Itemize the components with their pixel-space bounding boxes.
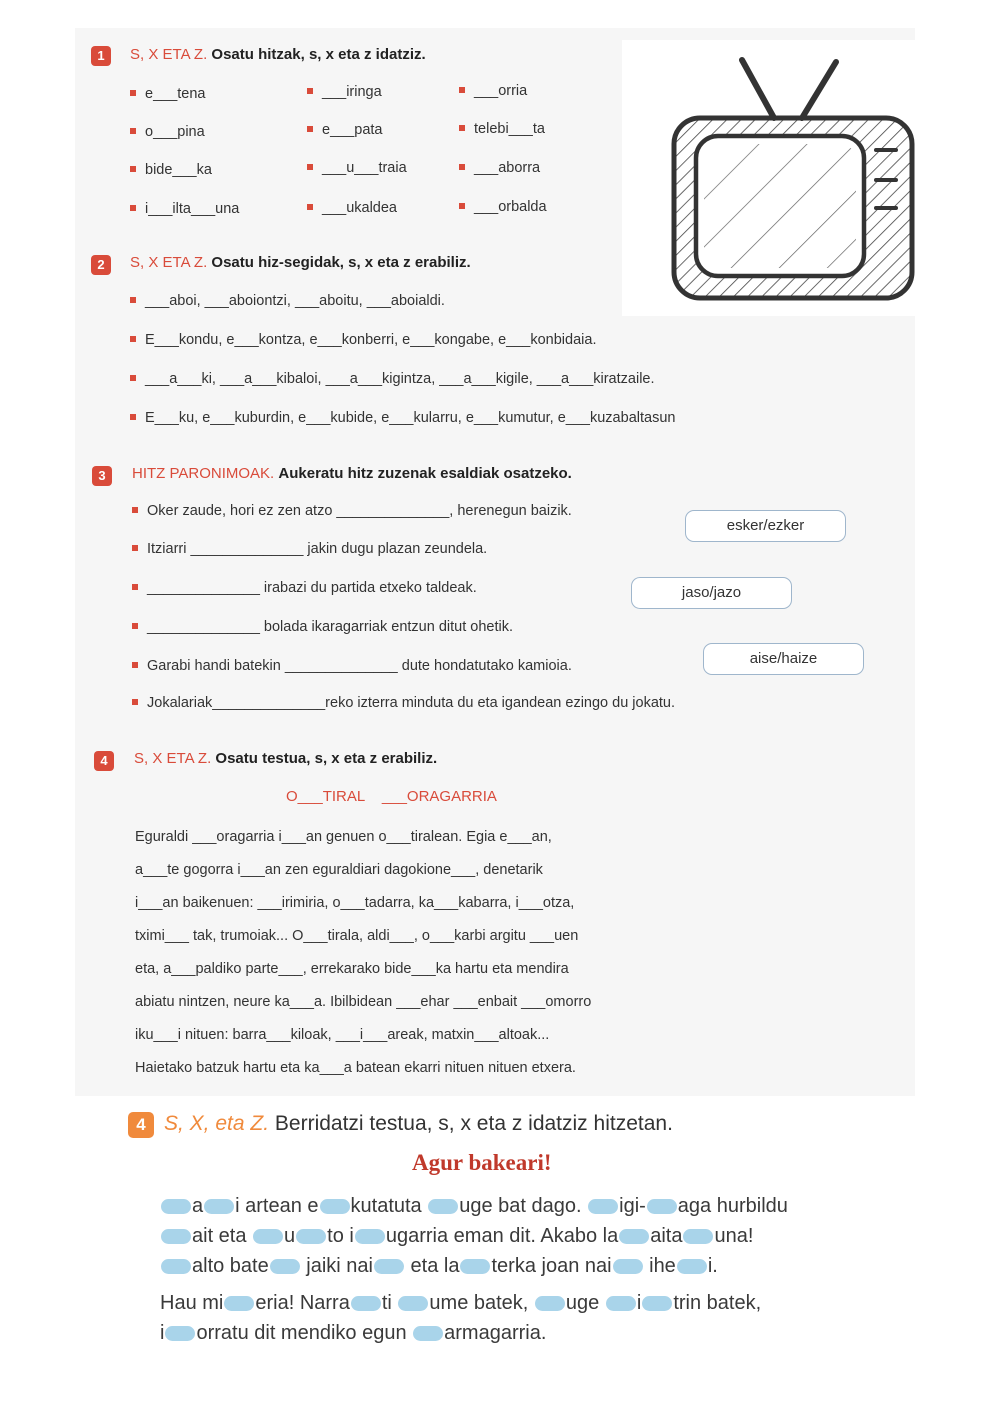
story-heading: Agur bakeari! — [412, 1150, 552, 1175]
section-2-label: S, X ETA Z. — [130, 254, 208, 271]
answer-gap[interactable] — [161, 1199, 191, 1214]
bullet-icon — [132, 584, 138, 590]
s4-paragraph-line: a___te gogorra i___an zen eguraldiari dagokione___, denetarik — [135, 862, 543, 878]
bullet-icon — [459, 125, 465, 131]
story-line — [160, 1255, 718, 1278]
bullet-icon — [307, 126, 313, 132]
story-text: Hau mi — [160, 1292, 224, 1314]
answer-gap[interactable] — [683, 1229, 713, 1244]
option-box-esker-ezker: esker/ezker — [685, 510, 846, 542]
s1-item: e___tena — [130, 86, 205, 102]
answer-gap[interactable] — [619, 1229, 649, 1244]
s1-item: ___ukaldea — [307, 200, 397, 216]
bullet-icon — [130, 336, 136, 342]
section-1-title — [130, 46, 426, 63]
answer-gap[interactable] — [606, 1296, 636, 1311]
story-text: alto bate — [192, 1255, 269, 1277]
s4-paragraph-line: Haietako batzuk hartu eta ka___a batean ekarri nituen nituen etxera. — [135, 1060, 576, 1076]
s3-sentence: ______________ bolada ikaragarriak entzun ditut ohetik. — [132, 619, 513, 635]
section-3-instruction: Aukeratu hitz zuzenak esaldiak osatzeko. — [278, 465, 572, 482]
bullet-icon — [130, 297, 136, 303]
s1-item: e___pata — [307, 122, 382, 138]
bullet-icon — [459, 203, 465, 209]
bullet-icon — [307, 164, 313, 170]
section-4-title — [134, 750, 437, 767]
s1-item: ___orria — [459, 83, 527, 99]
section-1-number: 1 — [91, 46, 111, 66]
section-5-label: S, X, eta Z. — [164, 1112, 270, 1135]
section-3-number: 3 — [92, 466, 112, 486]
s2-line: ___a___ki, ___a___kibaloi, ___a___kigintza, ___a___kigile, ___a___kiratzaile. — [130, 371, 655, 387]
s1-item: ___iringa — [307, 84, 382, 100]
answer-gap[interactable] — [374, 1259, 404, 1274]
story-line — [160, 1322, 546, 1345]
bullet-icon — [130, 166, 136, 172]
s1-item: bide___ka — [130, 162, 212, 178]
answer-gap[interactable] — [460, 1259, 490, 1274]
answer-gap[interactable] — [320, 1199, 350, 1214]
section-4-number: 4 — [94, 751, 114, 771]
s4-paragraph-line: Eguraldi ___oragarria i___an genuen o___tiralean. Egia e___an, — [135, 829, 552, 845]
s4-paragraph-line: tximi___ tak, trumoiak... O___tirala, aldi___, o___karbi argitu ___uen — [135, 928, 579, 944]
s4-paragraph-line: eta, a___paldiko parte___, errekarako bide___ka hartu eta mendira — [135, 961, 569, 977]
tv-icon — [622, 40, 934, 316]
answer-gap[interactable] — [224, 1296, 254, 1311]
answer-gap[interactable] — [253, 1229, 283, 1244]
bullet-icon — [130, 205, 136, 211]
answer-gap[interactable] — [677, 1259, 707, 1274]
s1-item: telebi___ta — [459, 121, 545, 137]
bullet-icon — [132, 662, 138, 668]
story-text: eta la — [405, 1255, 460, 1277]
s3-sentence: Jokalariak______________reko izterra minduta du eta igandean ezingo du jokatu. — [132, 695, 675, 711]
story-text: orratu dit mendiko egun — [196, 1322, 413, 1344]
bullet-icon — [459, 164, 465, 170]
story-text: ihe — [643, 1255, 676, 1277]
answer-gap[interactable] — [165, 1326, 195, 1341]
s1-item: ___orbalda — [459, 199, 547, 215]
story-text: trin batek, — [673, 1292, 762, 1314]
story-text: kutatuta — [350, 1195, 428, 1217]
story-text: aga hurbildu — [677, 1195, 788, 1217]
story-text: i. — [707, 1255, 718, 1277]
story-text: to i — [327, 1225, 354, 1247]
section-4-words: O___TIRAL ___ORAGARRIA — [286, 788, 497, 805]
s1-item: o___pina — [130, 124, 205, 140]
story-text: ait eta — [192, 1225, 253, 1247]
answer-gap[interactable] — [270, 1259, 300, 1274]
answer-gap[interactable] — [535, 1296, 565, 1311]
s4-paragraph-line: iku___i nituen: barra___kiloak, ___i___areak, matxin___altoak... — [135, 1027, 550, 1043]
answer-gap[interactable] — [642, 1296, 672, 1311]
answer-gap[interactable] — [204, 1199, 234, 1214]
section-1-instruction: Osatu hitzak, s, x eta z idatziz. — [211, 46, 426, 63]
section-2-title — [130, 254, 471, 271]
story-text: uge bat dago. — [459, 1195, 588, 1217]
bullet-icon — [459, 87, 465, 93]
s3-sentence: Oker zaude, hori ez zen atzo ______________, herenegun baizik. — [132, 503, 572, 519]
section-4-label: S, X ETA Z. — [134, 750, 212, 767]
story-text: terka joan nai — [491, 1255, 612, 1277]
bullet-icon — [130, 128, 136, 134]
story-text: i — [636, 1292, 642, 1314]
story-text: ti — [381, 1292, 398, 1314]
section-5-instruction: Berridatzi testua, s, x eta z idatziz hitzetan. — [274, 1112, 673, 1135]
story-text: i — [160, 1322, 165, 1344]
story-text: uge — [565, 1292, 605, 1314]
option-box-aise-haize: aise/haize — [703, 643, 864, 675]
bullet-icon — [132, 545, 138, 551]
s1-item: ___u___traia — [307, 160, 407, 176]
bullet-icon — [307, 88, 313, 94]
story-text: jaiki nai — [300, 1255, 373, 1277]
story-text: armagarria. — [444, 1322, 547, 1344]
answer-gap[interactable] — [355, 1229, 385, 1244]
answer-gap[interactable] — [161, 1259, 191, 1274]
section-2-instruction: Osatu hiz-segidak, s, x eta z erabiliz. — [211, 254, 471, 271]
bullet-icon — [130, 90, 136, 96]
story-text: igi- — [619, 1195, 646, 1217]
story-text: una! — [714, 1225, 754, 1247]
answer-gap[interactable] — [647, 1199, 677, 1214]
section-5-title — [128, 1112, 673, 1138]
s2-line: E___ku, e___kuburdin, e___kubide, e___kularru, e___kumutur, e___kuzabaltasun — [130, 410, 675, 426]
s1-item: ___aborra — [459, 160, 540, 176]
answer-gap[interactable] — [351, 1296, 381, 1311]
section-3-label: HITZ PARONIMOAK. — [132, 465, 275, 482]
story-text: ugarria eman dit. Akabo la — [385, 1225, 619, 1247]
section-2-number: 2 — [91, 255, 111, 275]
story-text: eria! Narra — [255, 1292, 350, 1314]
answer-gap[interactable] — [413, 1326, 443, 1341]
answer-gap[interactable] — [613, 1259, 643, 1274]
story-text: i artean e — [235, 1195, 319, 1217]
s2-line: ___aboi, ___aboiontzi, ___aboitu, ___aboialdi. — [130, 293, 445, 309]
bullet-icon — [307, 204, 313, 210]
story-text: aita — [650, 1225, 683, 1247]
s2-line: E___kondu, e___kontza, e___konberri, e___kongabe, e___konbidaia. — [130, 332, 596, 348]
option-box-jaso-jazo: jaso/jazo — [631, 577, 792, 609]
section-1-label: S, X ETA Z. — [130, 46, 208, 63]
s4-paragraph-line: abiatu nintzen, neure ka___a. Ibilbidean ___ehar ___enbait ___omorro — [135, 994, 592, 1010]
story-text: ume batek, — [429, 1292, 534, 1314]
answer-gap[interactable] — [398, 1296, 428, 1311]
bullet-icon — [132, 507, 138, 513]
answer-gap[interactable] — [296, 1229, 326, 1244]
answer-gap[interactable] — [588, 1199, 618, 1214]
bullet-icon — [130, 414, 136, 420]
story-line — [160, 1225, 753, 1248]
s3-sentence: ______________ irabazi du partida etxeko taldeak. — [132, 580, 477, 596]
section-3-title — [132, 465, 572, 482]
story-text: u — [284, 1225, 296, 1247]
s4-paragraph-line: i___an baikenuen: ___irimiria, o___tadarra, ka___kabarra, i___otza, — [135, 895, 575, 911]
bullet-icon — [130, 375, 136, 381]
bullet-icon — [132, 623, 138, 629]
story-text: a — [192, 1195, 204, 1217]
s1-item: i___ilta___una — [130, 201, 239, 217]
section-5-number: 4 — [128, 1112, 154, 1138]
bullet-icon — [132, 699, 138, 705]
tv-illustration — [622, 40, 934, 316]
section-4-instruction: Osatu testua, s, x eta z erabiliz. — [215, 750, 438, 767]
story-line — [160, 1195, 788, 1218]
s3-sentence: Itziarri ______________ jakin dugu plazan zeundela. — [132, 541, 487, 557]
answer-gap[interactable] — [161, 1229, 191, 1244]
s3-sentence: Garabi handi batekin ______________ dute hondatutako kamioia. — [132, 658, 572, 674]
answer-gap[interactable] — [428, 1199, 458, 1214]
story-line — [160, 1292, 761, 1315]
